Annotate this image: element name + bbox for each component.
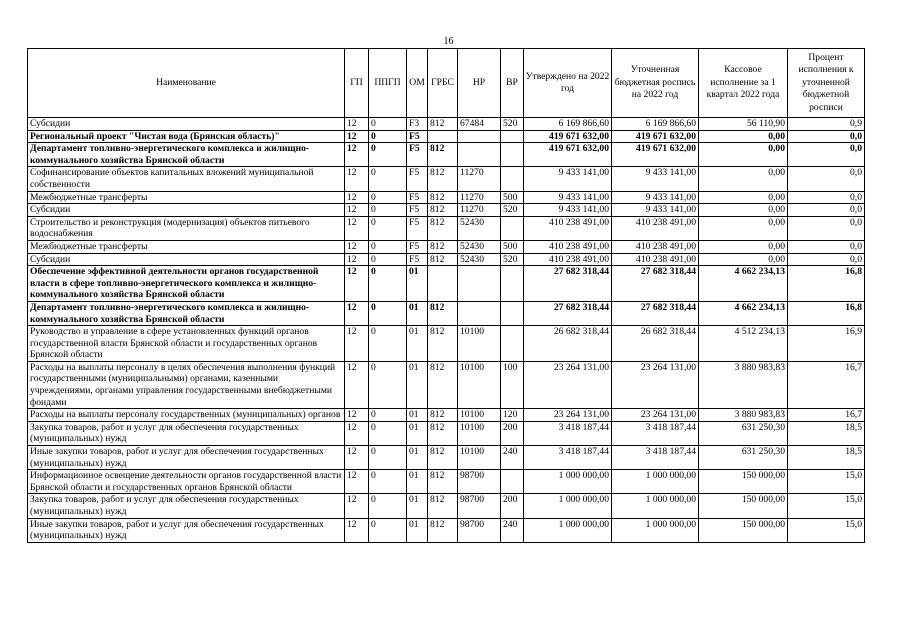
cell-gp: 12	[345, 421, 369, 445]
cell-np	[458, 130, 501, 143]
cell-name: Руководство и управление в сфере установленных функций органов государственной власти Брянской области и государственных органов Брянской области	[28, 326, 345, 362]
table-row	[28, 446, 865, 470]
cell-om: F5	[407, 191, 428, 204]
cell-percent: 0,0	[788, 253, 865, 266]
cell-gp: 12	[345, 118, 369, 131]
cell-np: 10100	[458, 409, 501, 422]
cell-refined: 1 000 000,00	[612, 494, 699, 518]
cell-vr: 240	[501, 518, 524, 542]
cell-gp: 12	[345, 470, 369, 494]
cell-percent: 16,7	[788, 361, 865, 408]
table-row	[28, 266, 865, 302]
cell-grbs: 812	[428, 518, 458, 542]
cell-np: 11270	[458, 204, 501, 217]
header-name: Наименование	[28, 49, 345, 118]
cell-name: Информационное освещение деятельности органов государственной власти Брянской области и государственных органов Брянской области	[28, 470, 345, 494]
cell-gp: 12	[345, 130, 369, 143]
cell-ppgp: 0	[369, 240, 407, 253]
cell-grbs	[428, 266, 458, 302]
cell-vr: 200	[501, 494, 524, 518]
table-row	[28, 191, 865, 204]
cell-cash: 150 000,00	[699, 518, 788, 542]
cell-grbs: 812	[428, 409, 458, 422]
cell-approved: 6 169 866,60	[524, 118, 612, 131]
cell-vr: 100	[501, 361, 524, 408]
cell-ppgp: 0	[369, 204, 407, 217]
cell-name: Департамент топливно-энергетического комплекса и жилищно-коммунального хозяйства Брянской области	[28, 301, 345, 325]
cell-name: Расходы на выплаты персоналу в целях обеспечения выполнения функций государственными (муниципальными) органами, казенными учреждениями, органами управления государственными внебюджетными фондами	[28, 361, 345, 408]
table-row	[28, 240, 865, 253]
cell-ppgp: 0	[369, 266, 407, 302]
header-np: НР	[458, 49, 501, 118]
cell-gp: 12	[345, 266, 369, 302]
cell-grbs: 812	[428, 167, 458, 191]
header-ppgp: ППГП	[369, 49, 407, 118]
cell-gp: 12	[345, 301, 369, 325]
cell-approved: 1 000 000,00	[524, 494, 612, 518]
cell-om: 01	[407, 301, 428, 325]
cell-gp: 12	[345, 191, 369, 204]
cell-refined: 410 238 491,00	[612, 216, 699, 240]
cell-gp: 12	[345, 143, 369, 167]
cell-refined: 3 418 187,44	[612, 446, 699, 470]
cell-np: 10100	[458, 446, 501, 470]
cell-ppgp: 0	[369, 470, 407, 494]
cell-np: 52430	[458, 240, 501, 253]
cell-refined: 27 682 318,44	[612, 301, 699, 325]
cell-vr	[501, 470, 524, 494]
cell-approved: 3 418 187,44	[524, 421, 612, 445]
cell-grbs: 812	[428, 240, 458, 253]
cell-refined: 23 264 131,00	[612, 409, 699, 422]
cell-vr: 520	[501, 253, 524, 266]
cell-approved: 410 238 491,00	[524, 253, 612, 266]
header-gp: ГП	[345, 49, 369, 118]
header-grbs: ГРБС	[428, 49, 458, 118]
cell-approved: 3 418 187,44	[524, 446, 612, 470]
cell-cash: 0,00	[699, 240, 788, 253]
cell-om: F5	[407, 204, 428, 217]
cell-name: Региональный проект "Чистая вода (Брянская область)"	[28, 130, 345, 143]
cell-refined: 1 000 000,00	[612, 470, 699, 494]
cell-ppgp: 0	[369, 361, 407, 408]
cell-np: 98700	[458, 494, 501, 518]
page-number: 16	[443, 36, 454, 47]
cell-percent: 16,9	[788, 326, 865, 362]
table-row	[28, 361, 865, 408]
cell-percent: 0,9	[788, 118, 865, 131]
cell-percent: 18,5	[788, 421, 865, 445]
cell-name: Расходы на выплаты персоналу государственных (муниципальных) органов	[28, 409, 345, 422]
cell-om: F5	[407, 143, 428, 167]
cell-ppgp: 0	[369, 326, 407, 362]
cell-np	[458, 266, 501, 302]
cell-vr	[501, 130, 524, 143]
cell-np: 67484	[458, 118, 501, 131]
cell-approved: 9 433 141,00	[524, 204, 612, 217]
cell-approved: 26 682 318,44	[524, 326, 612, 362]
cell-cash: 4 662 234,13	[699, 266, 788, 302]
cell-percent: 0,0	[788, 130, 865, 143]
cell-vr: 500	[501, 240, 524, 253]
header-approved: Утверждено на 2022 год	[524, 49, 612, 118]
cell-np	[458, 143, 501, 167]
cell-grbs: 812	[428, 204, 458, 217]
cell-approved: 419 671 632,00	[524, 143, 612, 167]
cell-np: 10100	[458, 361, 501, 408]
cell-gp: 12	[345, 446, 369, 470]
cell-approved: 9 433 141,00	[524, 167, 612, 191]
cell-ppgp: 0	[369, 518, 407, 542]
cell-om: 01	[407, 326, 428, 362]
cell-refined: 410 238 491,00	[612, 240, 699, 253]
cell-ppgp: 0	[369, 118, 407, 131]
cell-ppgp: 0	[369, 191, 407, 204]
cell-ppgp: 0	[369, 301, 407, 325]
table-row	[28, 518, 865, 542]
table-row	[28, 204, 865, 217]
cell-ppgp: 0	[369, 216, 407, 240]
cell-ppgp: 0	[369, 143, 407, 167]
cell-refined: 1 000 000,00	[612, 518, 699, 542]
cell-gp: 12	[345, 494, 369, 518]
cell-cash: 0,00	[699, 216, 788, 240]
cell-refined: 9 433 141,00	[612, 191, 699, 204]
cell-om: F5	[407, 130, 428, 143]
cell-approved: 419 671 632,00	[524, 130, 612, 143]
cell-name: Обеспечение эффективной деятельности органов государственной власти в сфере топливно-энергетического комплекса и жилищно-коммунального хозяйства Брянской области	[28, 266, 345, 302]
table-row	[28, 409, 865, 422]
cell-np: 11270	[458, 167, 501, 191]
cell-om: F3	[407, 118, 428, 131]
cell-grbs: 812	[428, 118, 458, 131]
cell-gp: 12	[345, 167, 369, 191]
cell-percent: 0,0	[788, 204, 865, 217]
cell-approved: 23 264 131,00	[524, 409, 612, 422]
cell-grbs: 812	[428, 326, 458, 362]
table-row	[28, 326, 865, 362]
cell-refined: 26 682 318,44	[612, 326, 699, 362]
cell-om: 01	[407, 494, 428, 518]
cell-np: 52430	[458, 216, 501, 240]
cell-name: Субсидии	[28, 204, 345, 217]
cell-om: 01	[407, 470, 428, 494]
cell-cash: 0,00	[699, 253, 788, 266]
cell-approved: 410 238 491,00	[524, 240, 612, 253]
cell-cash: 0,00	[699, 167, 788, 191]
cell-name: Иные закупки товаров, работ и услуг для обеспечения государственных (муниципальных) нужд	[28, 518, 345, 542]
cell-vr	[501, 266, 524, 302]
cell-ppgp: 0	[369, 421, 407, 445]
cell-np: 52430	[458, 253, 501, 266]
cell-refined: 410 238 491,00	[612, 253, 699, 266]
cell-vr: 200	[501, 421, 524, 445]
cell-ppgp: 0	[369, 130, 407, 143]
table-row	[28, 470, 865, 494]
cell-refined: 419 671 632,00	[612, 130, 699, 143]
cell-refined: 419 671 632,00	[612, 143, 699, 167]
cell-cash: 4 662 234,13	[699, 301, 788, 325]
cell-gp: 12	[345, 409, 369, 422]
cell-om: 01	[407, 361, 428, 408]
cell-refined: 9 433 141,00	[612, 204, 699, 217]
header-vr: ВР	[501, 49, 524, 118]
header-refined: Уточненная бюджетная роспись на 2022 год	[612, 49, 699, 118]
cell-percent: 0,0	[788, 167, 865, 191]
cell-gp: 12	[345, 518, 369, 542]
cell-cash: 0,00	[699, 143, 788, 167]
header-percent: Процент исполнения к уточненной бюджетной росписи	[788, 49, 865, 118]
cell-cash: 0,00	[699, 204, 788, 217]
cell-om: F5	[407, 167, 428, 191]
cell-name: Строительство и реконструкция (модернизация) объектов питьевого водоснабжения	[28, 216, 345, 240]
cell-approved: 27 682 318,44	[524, 301, 612, 325]
cell-vr	[501, 143, 524, 167]
cell-approved: 27 682 318,44	[524, 266, 612, 302]
cell-name: Софинансирование объектов капитальных вложений муниципальной собственности	[28, 167, 345, 191]
cell-cash: 0,00	[699, 130, 788, 143]
cell-grbs: 812	[428, 216, 458, 240]
cell-ppgp: 0	[369, 253, 407, 266]
cell-gp: 12	[345, 253, 369, 266]
cell-np: 98700	[458, 470, 501, 494]
cell-approved: 1 000 000,00	[524, 470, 612, 494]
cell-name: Департамент топливно-энергетического комплекса и жилищно-коммунального хозяйства Брянской области	[28, 143, 345, 167]
cell-name: Иные закупки товаров, работ и услуг для обеспечения государственных (муниципальных) нужд	[28, 446, 345, 470]
cell-om: 01	[407, 409, 428, 422]
cell-percent: 0,0	[788, 143, 865, 167]
cell-name: Межбюджетные трансферты	[28, 240, 345, 253]
cell-percent: 0,0	[788, 216, 865, 240]
cell-om: F5	[407, 240, 428, 253]
cell-percent: 15,0	[788, 470, 865, 494]
cell-name: Субсидии	[28, 253, 345, 266]
cell-cash: 631 250,30	[699, 421, 788, 445]
table-body	[28, 118, 865, 543]
cell-cash: 631 250,30	[699, 446, 788, 470]
cell-np: 11270	[458, 191, 501, 204]
cell-np: 10100	[458, 326, 501, 362]
cell-percent: 15,0	[788, 518, 865, 542]
cell-vr	[501, 301, 524, 325]
cell-percent: 16,8	[788, 266, 865, 302]
cell-ppgp: 0	[369, 167, 407, 191]
cell-grbs: 812	[428, 191, 458, 204]
cell-grbs: 812	[428, 470, 458, 494]
cell-percent: 16,8	[788, 301, 865, 325]
cell-refined: 9 433 141,00	[612, 167, 699, 191]
cell-gp: 12	[345, 216, 369, 240]
cell-approved: 410 238 491,00	[524, 216, 612, 240]
table-row	[28, 494, 865, 518]
cell-vr	[501, 167, 524, 191]
cell-vr	[501, 326, 524, 362]
cell-cash: 0,00	[699, 191, 788, 204]
cell-om: 01	[407, 518, 428, 542]
cell-ppgp: 0	[369, 494, 407, 518]
cell-percent: 0,0	[788, 191, 865, 204]
cell-name: Закупка товаров, работ и услуг для обеспечения государственных (муниципальных) нужд	[28, 494, 345, 518]
cell-percent: 0,0	[788, 240, 865, 253]
table-row	[28, 143, 865, 167]
cell-refined: 27 682 318,44	[612, 266, 699, 302]
cell-grbs: 812	[428, 301, 458, 325]
cell-percent: 15,0	[788, 494, 865, 518]
cell-gp: 12	[345, 204, 369, 217]
table-row	[28, 216, 865, 240]
cell-vr: 500	[501, 191, 524, 204]
cell-grbs: 812	[428, 253, 458, 266]
header-cash: Кассовое исполнение за 1 квартал 2022 года	[699, 49, 788, 118]
cell-ppgp: 0	[369, 409, 407, 422]
cell-vr: 120	[501, 409, 524, 422]
table-row	[28, 253, 865, 266]
cell-np: 98700	[458, 518, 501, 542]
budget-table	[27, 48, 865, 543]
cell-grbs: 812	[428, 494, 458, 518]
cell-cash: 3 880 983,83	[699, 409, 788, 422]
cell-om: F5	[407, 253, 428, 266]
cell-vr	[501, 216, 524, 240]
cell-cash: 150 000,00	[699, 494, 788, 518]
cell-vr: 520	[501, 204, 524, 217]
cell-percent: 16,7	[788, 409, 865, 422]
header-om: ОМ	[407, 49, 428, 118]
cell-refined: 3 418 187,44	[612, 421, 699, 445]
cell-name: Межбюджетные трансферты	[28, 191, 345, 204]
cell-vr: 240	[501, 446, 524, 470]
cell-name: Субсидии	[28, 118, 345, 131]
table-row	[28, 130, 865, 143]
cell-om: 01	[407, 446, 428, 470]
table-row	[28, 167, 865, 191]
cell-grbs	[428, 130, 458, 143]
cell-approved: 23 264 131,00	[524, 361, 612, 408]
cell-approved: 9 433 141,00	[524, 191, 612, 204]
cell-percent: 18,5	[788, 446, 865, 470]
cell-refined: 23 264 131,00	[612, 361, 699, 408]
cell-approved: 1 000 000,00	[524, 518, 612, 542]
table-header-row	[28, 49, 865, 118]
cell-np: 10100	[458, 421, 501, 445]
cell-refined: 6 169 866,60	[612, 118, 699, 131]
cell-grbs: 812	[428, 143, 458, 167]
table-row	[28, 421, 865, 445]
cell-grbs: 812	[428, 446, 458, 470]
cell-cash: 56 110,90	[699, 118, 788, 131]
cell-cash: 4 512 234,13	[699, 326, 788, 362]
cell-gp: 12	[345, 326, 369, 362]
cell-om: 01	[407, 266, 428, 302]
cell-name: Закупка товаров, работ и услуг для обеспечения государственных (муниципальных) нужд	[28, 421, 345, 445]
cell-vr: 520	[501, 118, 524, 131]
table-row	[28, 301, 865, 325]
cell-gp: 12	[345, 361, 369, 408]
cell-om: 01	[407, 421, 428, 445]
cell-grbs: 812	[428, 361, 458, 408]
cell-cash: 150 000,00	[699, 470, 788, 494]
cell-grbs: 812	[428, 421, 458, 445]
cell-np	[458, 301, 501, 325]
cell-gp: 12	[345, 240, 369, 253]
cell-om: F5	[407, 216, 428, 240]
cell-cash: 3 880 983,83	[699, 361, 788, 408]
cell-ppgp: 0	[369, 446, 407, 470]
table-row	[28, 118, 865, 131]
